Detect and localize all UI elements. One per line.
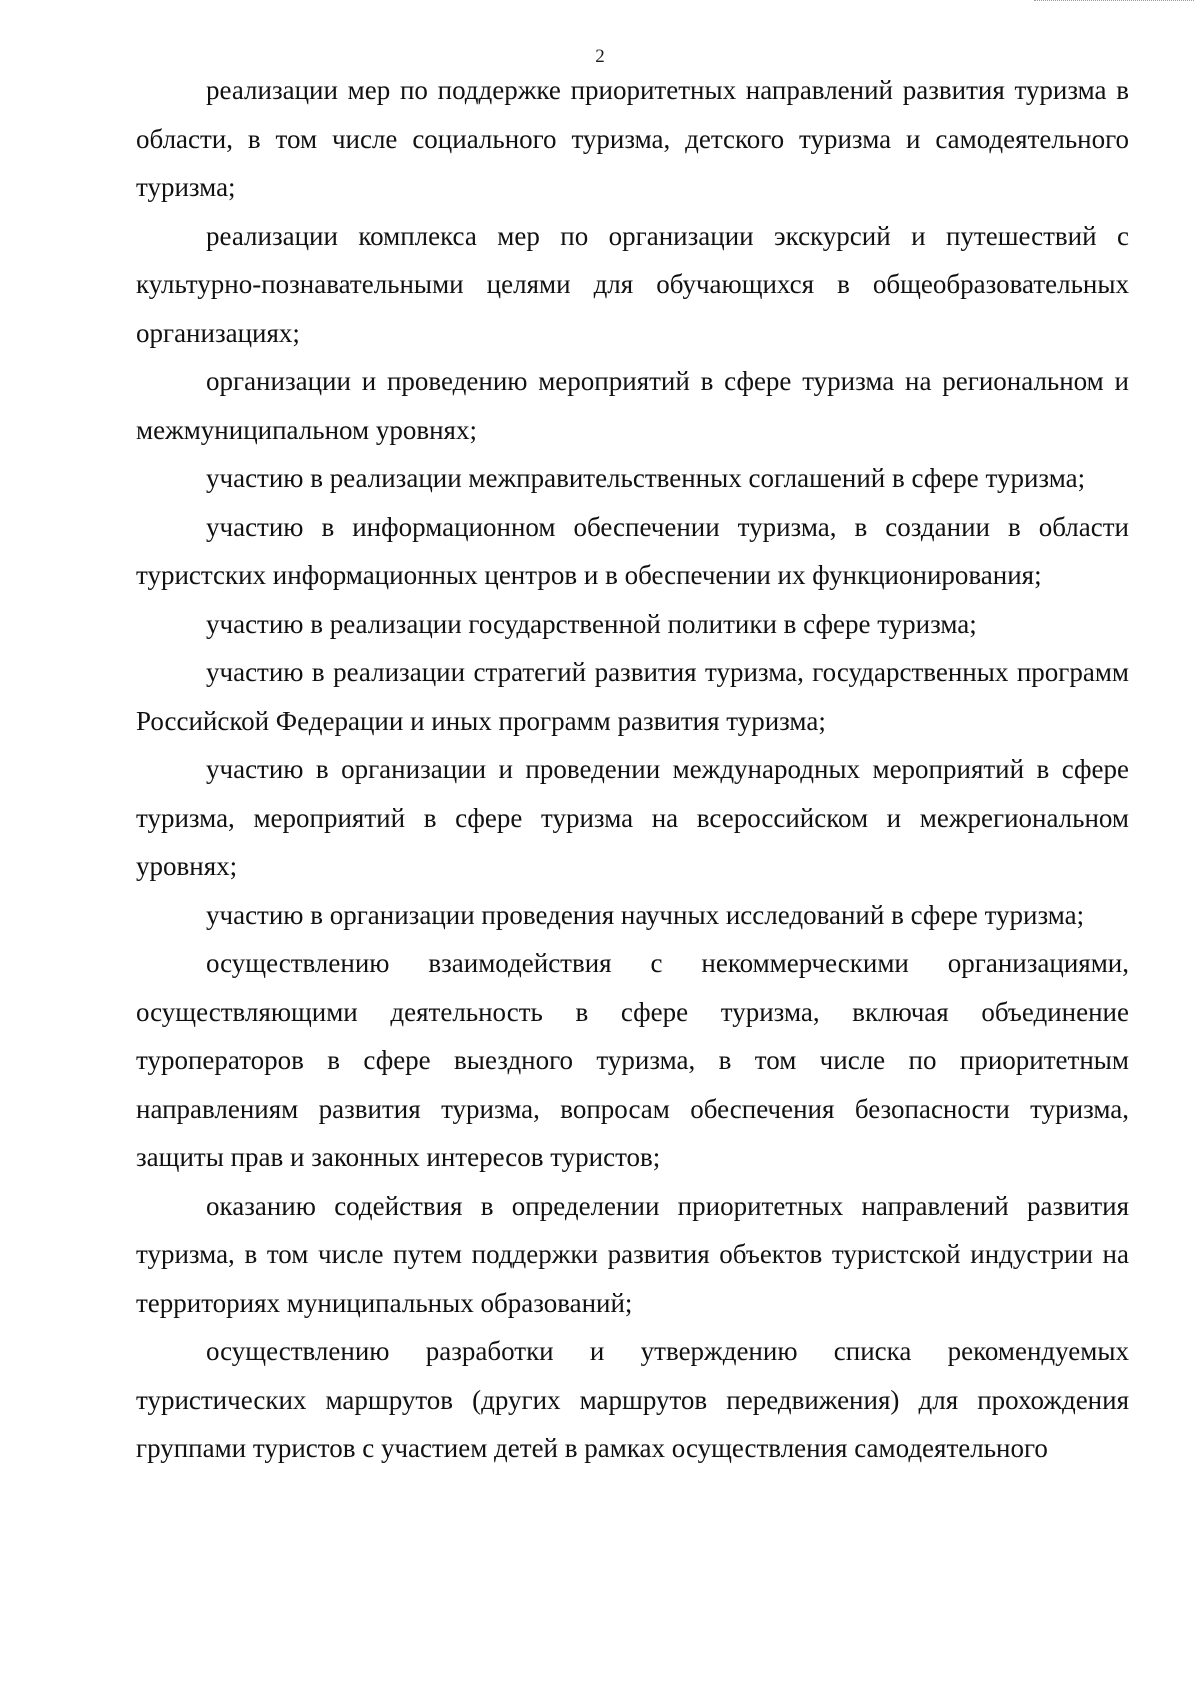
paragraph: осуществлению разработки и утверждению списка рекомендуемых туристических маршрутов (других маршрутов передвижения) для прохождения группами туристов с участием детей в рамках осуществления самодеятельного	[136, 1336, 1129, 1463]
paragraph: участию в реализации стратегий развития туризма, государственных программ Российской Федерации и иных программ развития туризма;	[136, 657, 1129, 736]
document-body	[136, 66, 1129, 1473]
scan-corner-mark	[1034, 0, 1194, 7]
paragraph: участию в организации проведения научных исследований в сфере туризма;	[206, 899, 1085, 930]
paragraph: участию в информационном обеспечении туризма, в создании в области туристских информационных центров и в обеспечении их функционирования;	[136, 511, 1129, 590]
paragraph: участию в реализации межправительственных соглашений в сфере туризма;	[206, 463, 1086, 493]
page-number: 2	[595, 46, 605, 67]
paragraph: участию в организации и проведении международных мероприятий в сфере туризма, мероприятий в сфере туризма на всероссийском и межрегиональном уровнях;	[136, 754, 1129, 881]
paragraph: реализации комплекса мер по организации экскурсий и путешествий с культурно-познавательными целями для обучающихся в общеобразовательных организациях;	[136, 220, 1129, 348]
paragraph: организации и проведению мероприятий в сфере туризма на региональном и межмуниципальном уровнях;	[136, 366, 1129, 445]
paragraph: участию в реализации государственной политики в сфере туризма;	[206, 608, 977, 639]
paragraph: оказанию содействия в определении приоритетных направлений развития туризма, в том числе путем поддержки развития объектов туристской индустрии на территориях муниципальных образований;	[136, 1190, 1129, 1318]
paragraph: осуществлению взаимодействия с некоммерческими организациями, осуществляющими деятельность в сфере туризма, включая объединение туроператоров в сфере выездного туризма, в том числе по приоритетным направлениям развития туризма, вопросам обеспечения безопасности туризма, защиты прав и законных интересов туристов;	[136, 948, 1129, 1172]
paragraph: реализации мер по поддержке приоритетных направлений развития туризма в области, в том числе социального туризма, детского туризма и самодеятельного туризма;	[136, 75, 1129, 202]
